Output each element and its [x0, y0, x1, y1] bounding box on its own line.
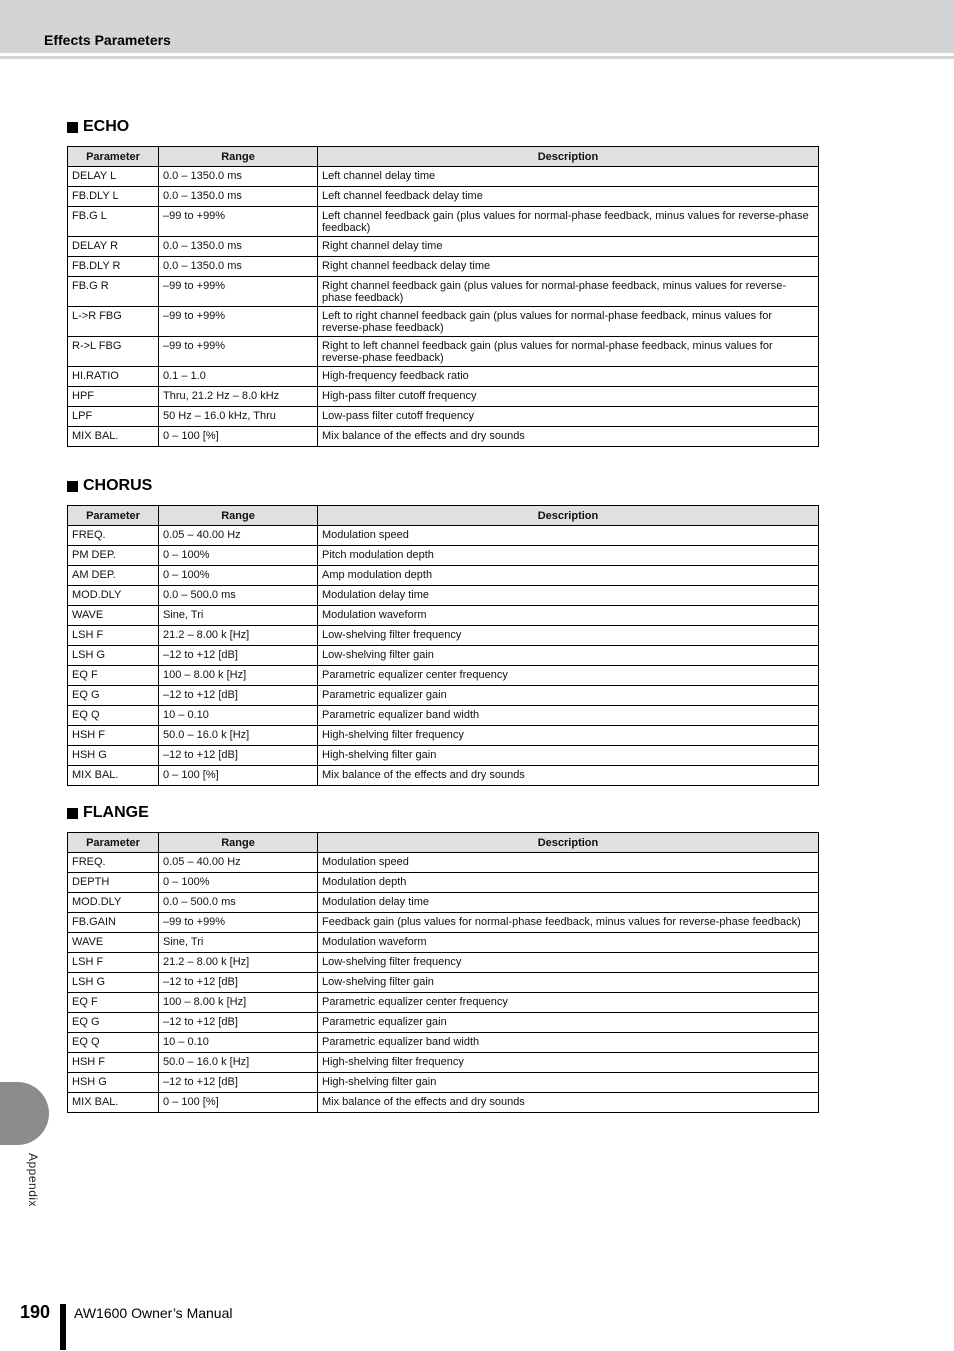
description-cell: High-shelving filter frequency [318, 726, 819, 746]
column-header-range: Range [159, 833, 318, 853]
table-row [68, 933, 819, 953]
parameter-cell: FB.DLY L [68, 187, 159, 207]
parameter-cell: MIX BAL. [68, 1093, 159, 1113]
parameter-cell: EQ Q [68, 1033, 159, 1053]
parameter-cell: MIX BAL. [68, 427, 159, 447]
flange-section [67, 802, 818, 1113]
range-cell: 10 – 0.10 [159, 1033, 318, 1053]
table-row [68, 953, 819, 973]
description-cell: High-shelving filter frequency [318, 1053, 819, 1073]
appendix-label: Appendix [26, 1153, 40, 1208]
table-row [68, 367, 819, 387]
range-cell: 0.0 – 1350.0 ms [159, 257, 318, 277]
range-cell: 100 – 8.00 k [Hz] [159, 666, 318, 686]
parameter-cell: DELAY L [68, 167, 159, 187]
table-row [68, 873, 819, 893]
parameter-cell: MIX BAL. [68, 766, 159, 786]
description-cell: Parametric equalizer band width [318, 706, 819, 726]
table-row [68, 307, 819, 337]
table-row [68, 387, 819, 407]
description-cell: Parametric equalizer gain [318, 1013, 819, 1033]
description-cell: High-frequency feedback ratio [318, 367, 819, 387]
range-cell: –12 to +12 [dB] [159, 973, 318, 993]
range-cell: 50.0 – 16.0 k [Hz] [159, 1053, 318, 1073]
column-header-range: Range [159, 147, 318, 167]
range-cell: 21.2 – 8.00 k [Hz] [159, 626, 318, 646]
column-header-range: Range [159, 506, 318, 526]
table-row [68, 207, 819, 237]
range-cell: 0.1 – 1.0 [159, 367, 318, 387]
description-cell: Right to left channel feedback gain (plus values for normal-phase feedback, minus values for reverse-phase feedback) [318, 337, 819, 367]
parameter-cell: LSH F [68, 953, 159, 973]
square-bullet-icon [67, 808, 78, 819]
section-title: FLANGE [83, 804, 149, 821]
parameter-cell: WAVE [68, 933, 159, 953]
table-row [68, 187, 819, 207]
range-cell: 0.0 – 500.0 ms [159, 586, 318, 606]
table-row [68, 853, 819, 873]
parameter-table [67, 832, 819, 1113]
description-cell: Modulation speed [318, 853, 819, 873]
range-cell: –12 to +12 [dB] [159, 646, 318, 666]
table-row [68, 606, 819, 626]
table-row [68, 237, 819, 257]
table-row [68, 706, 819, 726]
description-cell: Low-shelving filter gain [318, 646, 819, 666]
range-cell: –99 to +99% [159, 337, 318, 367]
description-cell: Left to right channel feedback gain (plus values for normal-phase feedback, minus values for reverse-phase feedback) [318, 307, 819, 337]
range-cell: –12 to +12 [dB] [159, 1073, 318, 1093]
parameter-cell: FB.DLY R [68, 257, 159, 277]
parameter-cell: EQ Q [68, 706, 159, 726]
range-cell: 50.0 – 16.0 k [Hz] [159, 726, 318, 746]
description-cell: High-shelving filter gain [318, 746, 819, 766]
table-row [68, 1033, 819, 1053]
parameter-cell: PM DEP. [68, 546, 159, 566]
table-row [68, 686, 819, 706]
range-cell: –99 to +99% [159, 207, 318, 237]
description-cell: Parametric equalizer gain [318, 686, 819, 706]
square-bullet-icon [67, 122, 78, 133]
parameter-cell: R->L FBG [68, 337, 159, 367]
range-cell: 0 – 100% [159, 546, 318, 566]
table-row [68, 526, 819, 546]
description-cell: Mix balance of the effects and dry sounds [318, 766, 819, 786]
parameter-cell: MOD.DLY [68, 586, 159, 606]
table-row [68, 1093, 819, 1113]
description-cell: Right channel delay time [318, 237, 819, 257]
column-header-description: Description [318, 833, 819, 853]
parameter-cell: EQ G [68, 1013, 159, 1033]
description-cell: Left channel feedback gain (plus values for normal-phase feedback, minus values for reverse-phase feedback) [318, 207, 819, 237]
description-cell: Right channel feedback gain (plus values for normal-phase feedback, minus values for reverse-phase feedback) [318, 277, 819, 307]
parameter-cell: EQ F [68, 993, 159, 1013]
running-header: Effects Parameters [44, 32, 171, 48]
parameter-cell: HSH G [68, 1073, 159, 1093]
column-header-description: Description [318, 147, 819, 167]
range-cell: 100 – 8.00 k [Hz] [159, 993, 318, 1013]
table-row [68, 726, 819, 746]
table-header-row [68, 506, 819, 526]
table-row [68, 973, 819, 993]
section-heading [67, 475, 818, 497]
parameter-cell: LSH G [68, 646, 159, 666]
parameter-cell: LSH G [68, 973, 159, 993]
description-cell: Left channel delay time [318, 167, 819, 187]
range-cell: 0.0 – 500.0 ms [159, 893, 318, 913]
description-cell: Mix balance of the effects and dry sounds [318, 427, 819, 447]
column-header-parameter: Parameter [68, 147, 159, 167]
parameter-cell: HPF [68, 387, 159, 407]
range-cell: Sine, Tri [159, 606, 318, 626]
description-cell: Right channel feedback delay time [318, 257, 819, 277]
table-row [68, 1073, 819, 1093]
table-row [68, 993, 819, 1013]
parameter-cell: HSH G [68, 746, 159, 766]
parameter-table [67, 146, 819, 447]
parameter-table [67, 505, 819, 786]
range-cell: 10 – 0.10 [159, 706, 318, 726]
table-row [68, 1013, 819, 1033]
parameter-cell: FREQ. [68, 526, 159, 546]
description-cell: Left channel feedback delay time [318, 187, 819, 207]
parameter-cell: EQ F [68, 666, 159, 686]
table-row [68, 766, 819, 786]
parameter-cell: LPF [68, 407, 159, 427]
range-cell: –99 to +99% [159, 307, 318, 337]
table-row [68, 646, 819, 666]
description-cell: Modulation delay time [318, 586, 819, 606]
section-heading [67, 802, 818, 824]
parameter-cell: DEPTH [68, 873, 159, 893]
column-header-parameter: Parameter [68, 833, 159, 853]
description-cell: Modulation speed [318, 526, 819, 546]
table-row [68, 666, 819, 686]
table-row [68, 586, 819, 606]
manual-title: AW1600 Owner’s Manual [74, 1305, 233, 1321]
page-number: 190 [20, 1302, 51, 1322]
description-cell: Low-shelving filter frequency [318, 626, 819, 646]
parameter-cell: L->R FBG [68, 307, 159, 337]
range-cell: 0 – 100% [159, 873, 318, 893]
description-cell: Modulation waveform [318, 606, 819, 626]
table-row [68, 277, 819, 307]
parameter-cell: HSH F [68, 726, 159, 746]
description-cell: Parametric equalizer center frequency [318, 993, 819, 1013]
parameter-cell: LSH F [68, 626, 159, 646]
table-header-row [68, 833, 819, 853]
range-cell: 0.0 – 1350.0 ms [159, 167, 318, 187]
description-cell: Modulation depth [318, 873, 819, 893]
section-heading [67, 116, 818, 138]
parameter-cell: FB.G R [68, 277, 159, 307]
range-cell: 0 – 100 [%] [159, 427, 318, 447]
range-cell: 0.0 – 1350.0 ms [159, 187, 318, 207]
table-row [68, 1053, 819, 1073]
table-row [68, 913, 819, 933]
square-bullet-icon [67, 481, 78, 492]
column-header-parameter: Parameter [68, 506, 159, 526]
description-cell: Mix balance of the effects and dry sounds [318, 1093, 819, 1113]
description-cell: High-pass filter cutoff frequency [318, 387, 819, 407]
parameter-cell: HSH F [68, 1053, 159, 1073]
range-cell: –99 to +99% [159, 913, 318, 933]
range-cell: 0.05 – 40.00 Hz [159, 853, 318, 873]
parameter-cell: FB.GAIN [68, 913, 159, 933]
echo-section [67, 116, 818, 447]
description-cell: Modulation waveform [318, 933, 819, 953]
chorus-section [67, 475, 818, 786]
table-row [68, 746, 819, 766]
parameter-cell: DELAY R [68, 237, 159, 257]
footer-bar [60, 1304, 66, 1350]
range-cell: 50 Hz – 16.0 kHz, Thru [159, 407, 318, 427]
parameter-cell: FREQ. [68, 853, 159, 873]
range-cell: 0.05 – 40.00 Hz [159, 526, 318, 546]
table-row [68, 257, 819, 277]
description-cell: Amp modulation depth [318, 566, 819, 586]
description-cell: High-shelving filter gain [318, 1073, 819, 1093]
column-header-description: Description [318, 506, 819, 526]
appendix-thumb-tab [0, 1082, 49, 1145]
table-row [68, 626, 819, 646]
description-cell: Parametric equalizer band width [318, 1033, 819, 1053]
parameter-cell: WAVE [68, 606, 159, 626]
section-title: CHORUS [83, 477, 153, 494]
range-cell: 0 – 100 [%] [159, 1093, 318, 1113]
range-cell: 0 – 100 [%] [159, 766, 318, 786]
header-rule [0, 56, 954, 59]
range-cell: –12 to +12 [dB] [159, 746, 318, 766]
section-title: ECHO [83, 118, 130, 135]
range-cell: 0.0 – 1350.0 ms [159, 237, 318, 257]
table-row [68, 427, 819, 447]
description-cell: Parametric equalizer center frequency [318, 666, 819, 686]
parameter-cell: EQ G [68, 686, 159, 706]
range-cell: –12 to +12 [dB] [159, 1013, 318, 1033]
range-cell: –12 to +12 [dB] [159, 686, 318, 706]
description-cell: Low-shelving filter frequency [318, 953, 819, 973]
parameter-cell: HI.RATIO [68, 367, 159, 387]
table-header-row [68, 147, 819, 167]
table-row [68, 566, 819, 586]
description-cell: Low-pass filter cutoff frequency [318, 407, 819, 427]
range-cell: Sine, Tri [159, 933, 318, 953]
table-row [68, 167, 819, 187]
table-row [68, 407, 819, 427]
table-row [68, 893, 819, 913]
table-row [68, 546, 819, 566]
description-cell: Low-shelving filter gain [318, 973, 819, 993]
description-cell: Feedback gain (plus values for normal-phase feedback, minus values for reverse-phase feedback) [318, 913, 819, 933]
description-cell: Pitch modulation depth [318, 546, 819, 566]
parameter-cell: MOD.DLY [68, 893, 159, 913]
parameter-cell: AM DEP. [68, 566, 159, 586]
range-cell: 0 – 100% [159, 566, 318, 586]
range-cell: –99 to +99% [159, 277, 318, 307]
range-cell: 21.2 – 8.00 k [Hz] [159, 953, 318, 973]
range-cell: Thru, 21.2 Hz – 8.0 kHz [159, 387, 318, 407]
table-row [68, 337, 819, 367]
parameter-cell: FB.G L [68, 207, 159, 237]
description-cell: Modulation delay time [318, 893, 819, 913]
